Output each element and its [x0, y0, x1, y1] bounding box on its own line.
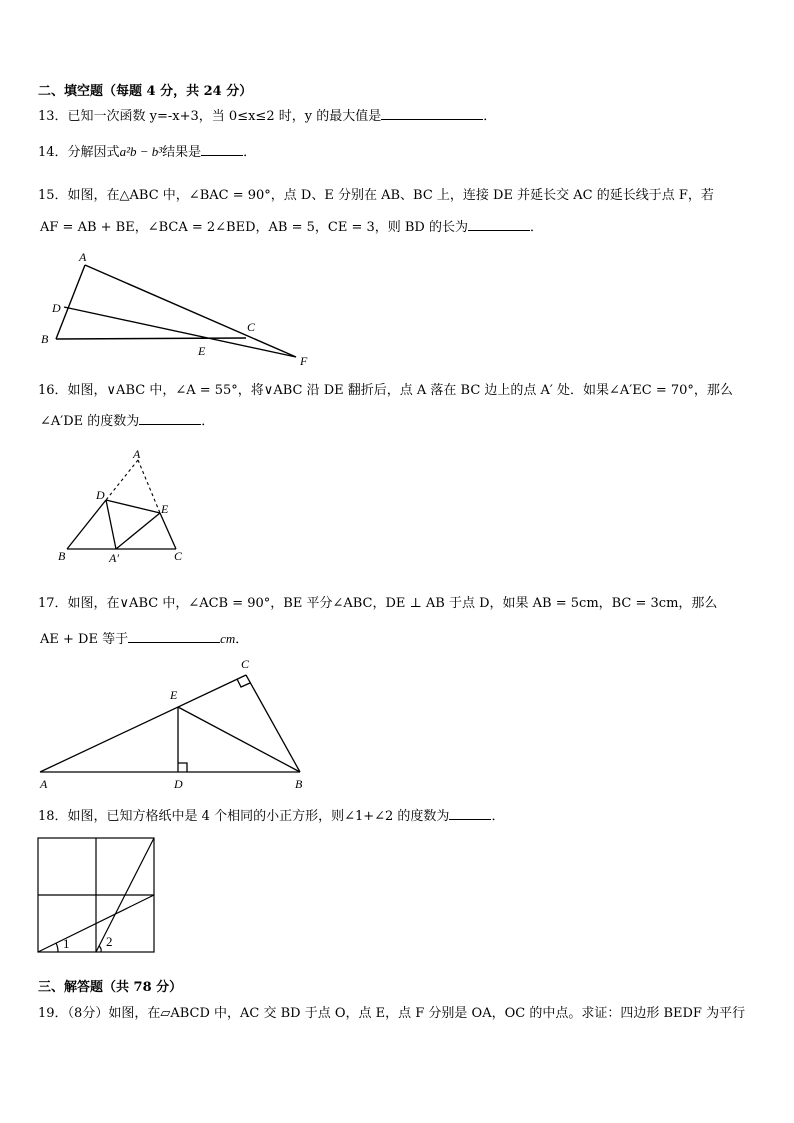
point-label-B: B: [41, 332, 49, 346]
angle-label-2: 2: [106, 934, 113, 949]
punctuation: ．: [491, 809, 505, 824]
point-label-A: A: [133, 447, 141, 461]
point-label-B: B: [295, 777, 303, 791]
point-label-A: A: [79, 250, 87, 264]
punctuation: ．: [201, 414, 215, 429]
question-number: 13．: [38, 109, 68, 124]
question-number: 15．: [38, 188, 68, 203]
point-label-D: D: [96, 488, 105, 502]
question-number: 18．: [38, 809, 68, 824]
question-text-line2: AF = AB + BE，∠BCA = 2∠BED，AB = 5，CE = 3，则 BD 的长为: [40, 220, 468, 235]
section-2-title: 二、填空题（每题 4 分，共 24 分）: [38, 84, 253, 99]
point-label-E: E: [198, 344, 206, 358]
point-label-A-prime: A′: [109, 551, 119, 565]
punctuation: ．: [235, 632, 249, 647]
point-label-E: E: [170, 688, 178, 702]
punctuation: ．: [483, 109, 497, 124]
point-label-C: C: [241, 657, 250, 671]
point-label-F: F: [300, 354, 308, 368]
question-text-line2: AE + DE 等于: [40, 632, 129, 647]
point-label-C: C: [247, 320, 256, 334]
question-number: 19．: [38, 1006, 68, 1021]
question-text: 如图，已知方格纸中是 4 个相同的小正方形，则∠1+∠2 的度数为: [67, 809, 450, 824]
punctuation: ．: [243, 145, 257, 160]
point-label-D: D: [52, 301, 61, 315]
point-label-E: E: [161, 502, 169, 516]
question-19: [38, 1002, 745, 1021]
point-label-A: A: [40, 777, 48, 791]
question-number: 17．: [38, 596, 68, 611]
question-text-line1: 如图，∨ABC 中，∠A = 55°，将∨ABC 沿 DE 翻折后，点 A 落在 BC 边上的点 A′ 处．如果∠A′EC = 70°，那么: [67, 383, 733, 398]
question-text-line2: ∠A′DE 的度数为: [40, 414, 140, 429]
question-text-line1: 如图，在△ABC 中，∠BAC = 90°，点 D、E 分别在 AB、BC 上，连接 DE 并延长交 AC 的延长线于点 F，若: [67, 188, 714, 203]
question-text-tail: 结果是: [162, 145, 202, 160]
question-number: 16．: [38, 383, 68, 398]
question-number: 14．: [38, 145, 68, 160]
point-label-D: D: [174, 777, 183, 791]
unit: cm: [220, 631, 236, 646]
angle-label-1: 1: [63, 936, 70, 951]
math-expression: a²b − b³: [119, 144, 163, 159]
question-text-line1: 如图，在∨ABC 中，∠ACB = 90°，BE 平分∠ABC，DE ⊥ AB 于点 D，如果 AB = 5cm，BC = 3cm，那么: [67, 596, 718, 611]
question-text: （8分）如图，在▱ABCD 中，AC 交 BD 于点 O，点 E，点 F 分别是 OA，OC 的中点。求证：四边形 BEDF 为平行: [67, 1006, 746, 1021]
section-3-title: 三、解答题（共 78 分）: [38, 980, 183, 995]
question-text: 分解因式: [67, 145, 120, 160]
question-text: 已知一次函数 y=-x+3，当 0≤x≤2 时，y 的最大值是: [67, 109, 382, 124]
point-label-B: B: [58, 549, 66, 563]
point-label-C: C: [174, 549, 183, 563]
punctuation: ．: [530, 220, 544, 235]
